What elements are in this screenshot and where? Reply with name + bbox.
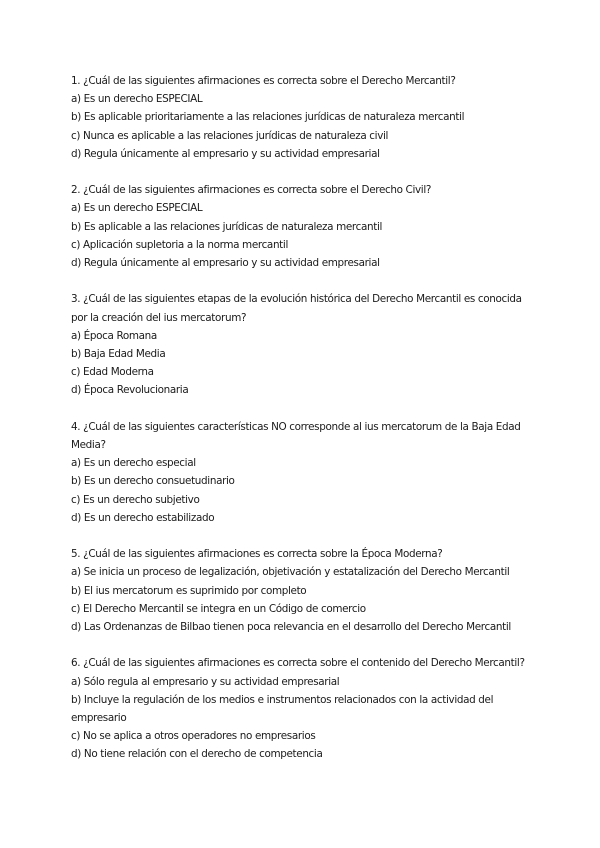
question-6 [71,654,541,763]
answer-option: b) Es un derecho consuetudinario [71,475,235,488]
question-4 [71,418,541,527]
answer-option: d) No tiene relación con el derecho de competencia [71,748,323,761]
answer-option: b) Baja Edad Media [71,348,166,361]
answer-option: b) Incluye la regulación de los medios e instrumentos relacionados con la actividad del empresario [71,693,494,725]
question-2 [71,181,541,272]
answer-option: d) Regula únicamente al empresario y su actividad empresarial [71,257,380,270]
answer-option: d) Regula únicamente al empresario y su actividad empresarial [71,147,380,160]
answer-option: c) No se aplica a otros operadores no empresarios [71,730,316,743]
answer-option: c) El Derecho Mercantil se integra en un Código de comercio [71,602,366,615]
answer-option: a) Es un derecho ESPECIAL [71,93,203,106]
answer-option: a) Es un derecho especial [71,457,196,470]
question-stem: 2. ¿Cuál de las siguientes afirmaciones es correcta sobre el Derecho Civil? [71,184,432,197]
question-stem: 5. ¿Cuál de las siguientes afirmaciones es correcta sobre la Época Moderna? [71,548,443,561]
answer-option: a) Época Romana [71,329,157,342]
answer-option: c) Es un derecho subjetivo [71,493,200,506]
question-1 [71,72,541,163]
question-3 [71,290,541,399]
question-stem: 3. ¿Cuál de las siguientes etapas de la evolución histórica del Derecho Mercantil es conocida por la creación del ius mercatorum? [71,293,522,324]
answer-option: a) Se inicia un proceso de legalización, objetivación y estatalización del Derecho Mercantil [71,566,510,579]
answer-option: b) El ius mercatorum es suprimido por completo [71,584,307,597]
answer-option: b) Es aplicable a las relaciones jurídicas de naturaleza mercantil [71,220,383,233]
answer-option: c) Edad Moderna [71,366,154,379]
answer-option: a) Es un derecho ESPECIAL [71,202,203,215]
answer-option: c) Nunca es aplicable a las relaciones jurídicas de naturaleza civil [71,129,389,142]
answer-option: d) Las Ordenanzas de Bilbao tienen poca relevancia en el desarrollo del Derecho Mercantil [71,621,511,634]
answer-option: a) Sólo regula al empresario y su actividad empresarial [71,675,340,688]
answer-option: b) Es aplicable prioritariamente a las relaciones jurídicas de naturaleza mercantil [71,111,465,124]
question-stem: 1. ¿Cuál de las siguientes afirmaciones es correcta sobre el Derecho Mercantil? [71,75,456,87]
answer-option: d) Época Revolucionaria [71,384,189,397]
answer-option: c) Aplicación supletoria a la norma mercantil [71,238,288,251]
question-stem: 6. ¿Cuál de las siguientes afirmaciones es correcta sobre el contenido del Derecho Mercantil? [71,657,525,670]
question-5 [71,545,541,636]
question-stem: 4. ¿Cuál de las siguientes características NO corresponde al ius mercatorum de la Baja Edad Media? [71,420,521,452]
answer-option: d) Es un derecho estabilizado [71,511,215,524]
quiz-page [71,72,541,782]
